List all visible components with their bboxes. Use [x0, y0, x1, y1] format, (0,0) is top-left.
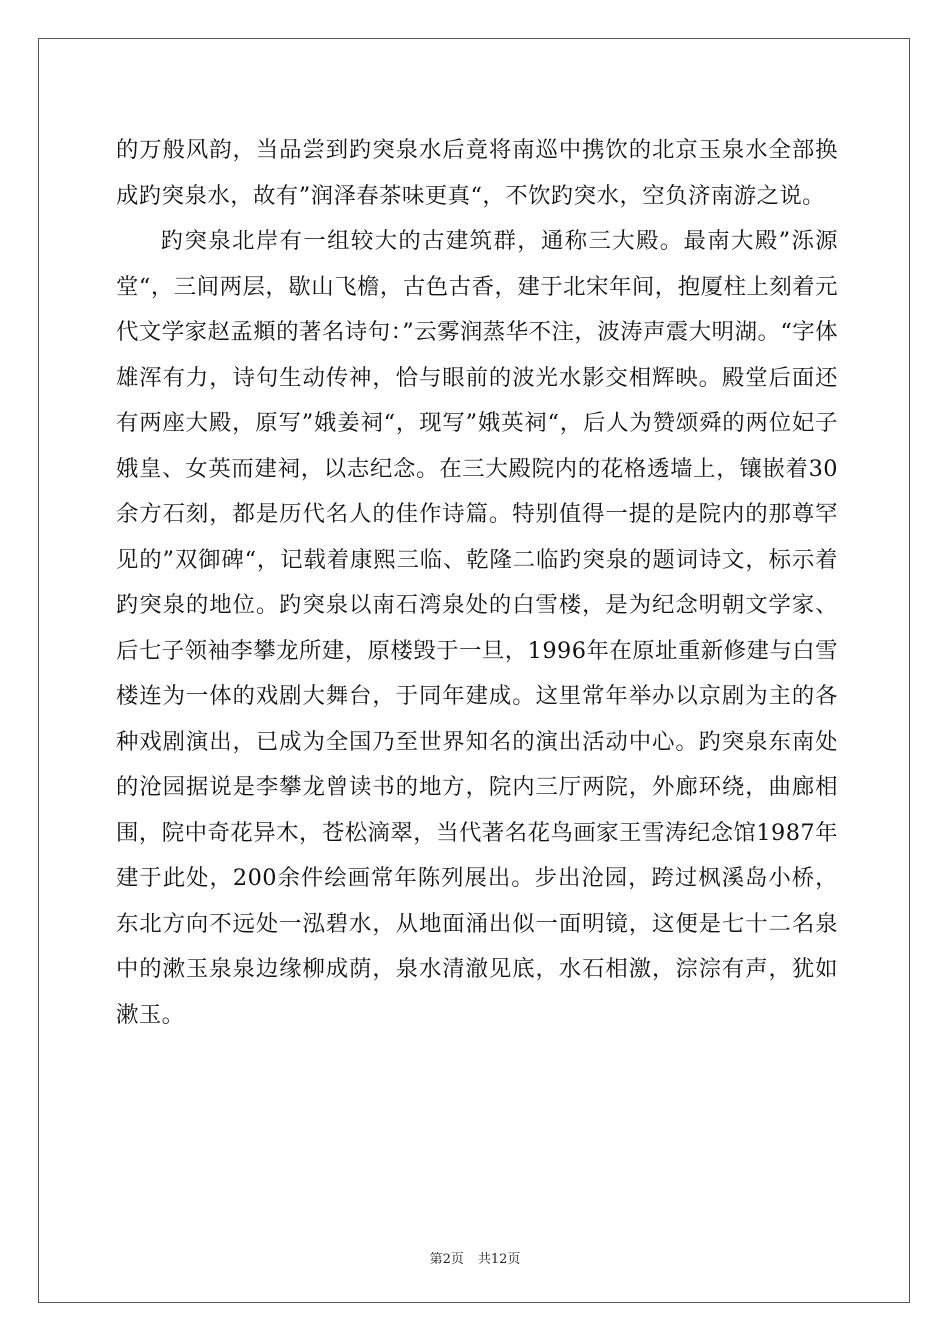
document-body	[116, 128, 838, 1038]
paragraph-continuation: 的万般风韵，当品尝到趵突泉水后竟将南巡中携饮的北京玉泉水全部换成趵突泉水，故有”润泽春茶味更真“，不饮趵突水，空负济南游之说。	[116, 137, 838, 209]
page-footer	[0, 1248, 950, 1267]
page-total: 共12页	[477, 1252, 521, 1267]
page-number: 第2页	[429, 1252, 464, 1267]
paragraph-baotu-spring-halls: 趵突泉北岸有一组较大的古建筑群，通称三大殿。最南大殿”泺源堂“，三间两层，歇山飞檐，古色古香，建于北宋年间，抱厦柱上刻着元代文学家赵孟頫的著名诗句：”云雾润蒸华不注，波涛声震大明湖。“字体雄浑有力，诗句生动传神，恰与眼前的波光水影交相辉映。殿堂后面还有两座大殿，原写”娥姜祠“，现写”娥英祠“，后人为赞颂舜的两位妃子娥皇、女英而建祠，以志纪念。在三大殿院内的花格透墙上，镶嵌着30余方石刻，都是历代名人的佳作诗篇。特别值得一提的是院内的那尊罕见的”双御碑“，记载着康熙三临、乾隆二临趵突泉的题词诗文，标示着趵突泉的地位。趵突泉以南石湾泉处的白雪楼，是为纪念明朝文学家、后七子领袖李攀龙所建，原楼毁于一旦，1996年在原址重新修建与白雪楼连为一体的戏剧大舞台，于同年建成。这里常年举办以京剧为主的各种戏剧演出，已成为全国乃至世界知名的演出活动中心。趵突泉东南处的沧园据说是李攀龙曾读书的地方，院内三厅两院，外廊环绕，曲廊相围，院中奇花异木，苍松滴翠，当代著名花鸟画家王雪涛纪念馆1987年建于此处，200余件绘画常年陈列展出。步出沧园，跨过枫溪岛小桥，东北方向不远处一泓碧水，从地面涌出似一面明镜，这便是七十二名泉中的漱玉泉泉边缘柳成荫，泉水清澈见底，水石相激，淙淙有声，犹如漱玉。	[116, 228, 838, 1028]
